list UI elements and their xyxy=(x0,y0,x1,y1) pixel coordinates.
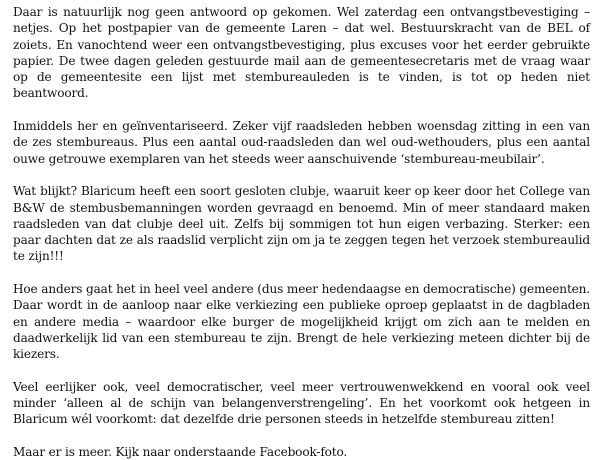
paragraph-inventory: Inmiddels her en geïnventariseerd. Zeker vijf raadsleden hebben woensdag zitting in een van de zes stembureaus. Plus een aantal oud-raadsleden dan wel oud-wethouders, plus een aantal ouwe getrouwe exemplaren van het steeds weer aanschuivende ‘stembureau-meubilair’. xyxy=(13,119,590,166)
paragraph-reply-status: Daar is natuurlijk nog geen antwoord op gekomen. Wel zaterdag een ontvangstbevestiging – netjes. Op het postpapier van de gemeente Laren – dat wel. Bestuurskracht van de BEL of zoiets. En vanochtend weer een ontvangstbevestiging, plus excuses voor het eerder gebruikte papier. De twee dagen geleden gestuurde mail aan de gemeentesecretaris met de vraag waar op de gemeentesite een lijst met stembureauleden is te vinden, is tot op heden niet beantwoord. xyxy=(13,5,590,101)
paragraph-closed-club: Wat blijkt? Blaricum heeft een soort gesloten clubje, waaruit keer op keer door het College van B&W de stembusbemanningen worden gevraagd en benoemd. Min of meer standaard maken raadsleden van dat clubje deel uit. Zelfs bij sommigen tot hun eigen verbazing. Sterker: een paar dachten dat ze als raadslid verplicht zijn om ja te zeggen tegen het verzoek stembureaulid te zijn!!! xyxy=(13,184,590,264)
paragraph-facebook-photo: Maar er is meer. Kijk naar onderstaande Facebook-foto. xyxy=(13,445,348,460)
paragraph-other-municipalities: Hoe anders gaat het in heel veel andere (dus meer hedendaagse en democratische) gemeenten. Daar wordt in de aanloop naar elke verkiezing een publieke oproep geplaatst in de dagbladen en andere media – waardoor elke burger de mogelijkheid krijgt om zich aan te melden en daadwerkelijk lid van een stembureau te zijn. Brengt de hele verkiezing meteen dichter bij de kiezers. xyxy=(13,282,590,362)
paragraph-fairness: Veel eerlijker ook, veel democratischer, veel meer vertrouwenwekkend en vooral ook veel minder ‘alleen al de schijn van belangenverstrengeling’. En het voorkomt ook hetgeen in Blaricum wél voorkomt: dat dezelfde drie personen steeds in hetzelfde stembureau zitten! xyxy=(13,379,590,427)
